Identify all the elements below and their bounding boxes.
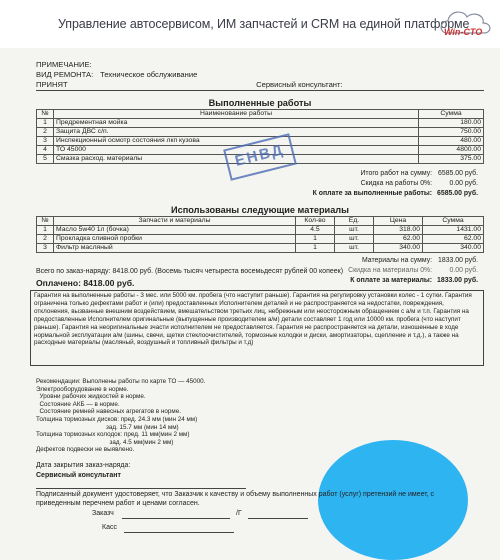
note-row [36, 60, 92, 69]
works-cell: ТО 45000 [54, 146, 419, 155]
works-cell: 1 [37, 119, 54, 128]
materials-pay-label: К оплате за материалы: [350, 277, 433, 284]
customer-signature-line [122, 518, 230, 519]
works-header-name: Наименование работы [54, 110, 419, 119]
materials-cell: 340.00 [374, 244, 423, 253]
materials-subtotal-label: Материалы на сумму: [361, 257, 433, 264]
materials-cell: Прокладка сливной пробки [54, 235, 296, 244]
meta-divider [36, 90, 484, 91]
table-row [37, 128, 484, 137]
paid-amount: Оплачено: 8418.00 руб. [36, 278, 135, 288]
works-cell: 3 [37, 137, 54, 146]
materials-header-name: Запчасти и материалы [54, 217, 296, 226]
materials-table [36, 216, 484, 253]
envd-stamp: ЕНВД [223, 133, 297, 181]
table-row [37, 244, 484, 253]
materials-cell: Фильтр масляный [54, 244, 296, 253]
materials-header-sum: Сумма [423, 217, 484, 226]
repair-type-row [36, 70, 197, 79]
consultant-signature-line [36, 488, 246, 489]
works-subtotal [360, 170, 478, 177]
materials-discount [348, 267, 478, 274]
materials-cell: 2 [37, 235, 54, 244]
works-cell: 2 [37, 128, 54, 137]
works-pay-value: 6585.00 руб. [437, 190, 478, 197]
acceptance-statement: Подписанный документ удостоверяет, что Заказчик к качеству и объему выполненных работ (услуг) претензий не имеет, с приведенным перечнем работ и ценами согласен. [36, 491, 435, 507]
cashier-signature-line [124, 532, 234, 533]
works-header-num: № [37, 110, 54, 119]
materials-header-qty: Кол-во [296, 217, 335, 226]
works-cell: Предрементная мойка [54, 119, 419, 128]
customer-label: Заказч [92, 510, 114, 517]
materials-pay-value: 1833.00 руб. [437, 277, 478, 284]
works-pay-label: К оплате за выполненные работы: [312, 190, 433, 197]
customer-name-line [248, 518, 308, 519]
close-date-label: Дата закрытия заказ-наряда: [36, 462, 131, 469]
works-cell: Защита ДВС с/п. [54, 128, 419, 137]
materials-header-num: № [37, 217, 54, 226]
works-subtotal-label: Итого работ на сумму: [360, 170, 433, 177]
materials-cell: шт. [335, 235, 374, 244]
works-discount [361, 180, 478, 187]
works-discount-label: Скидка на работы 0%: [360, 180, 433, 187]
materials-table-header [37, 217, 484, 226]
works-cell: 4 [37, 146, 54, 155]
works-cell: 4800.00 [419, 146, 484, 155]
table-row [37, 226, 484, 235]
materials-discount-label: Скидка на материалы 0%: [348, 267, 433, 274]
works-discount-value: 0.00 руб. [449, 180, 478, 187]
materials-cell: Масло 5w40 1л (бочка) [54, 226, 296, 235]
works-cell: 5 [37, 155, 54, 164]
works-cell: Инспекционный осмотр состояния лкп кузова [54, 137, 419, 146]
accepted-label: ПРИНЯТ [36, 80, 68, 89]
materials-cell: 62.00 [374, 235, 423, 244]
materials-pay [350, 277, 478, 284]
cashier-label: Касс [102, 524, 117, 531]
works-pay [313, 190, 478, 197]
materials-header-price: Цена [374, 217, 423, 226]
materials-subtotal-value: 1833.00 руб. [438, 257, 478, 264]
works-cell: 180.00 [419, 119, 484, 128]
materials-cell: 4.5 [296, 226, 335, 235]
materials-cell: 1 [37, 226, 54, 235]
works-cell: 375.00 [419, 155, 484, 164]
note-label: ПРИМЕЧАНИЕ: [36, 60, 92, 69]
materials-cell: 3 [37, 244, 54, 253]
logo-text: Win-CTO [444, 27, 483, 37]
works-title: Выполненные работы [208, 98, 312, 108]
works-table-header [37, 110, 484, 119]
guarantee-box: Гарантия на выполненные работы - 3 мес. или 5000 км. пробега (что наступит раньше). Гарантия на регулировку установки колес - 1 сутки. Гарантия ограничена только дефектами работ и (или) предоставленных Исполнителем деталей и не распространяется на недостатки, повреждения, отклонения, вызванные внешним воздействием, вмешательством третьих лиц, небрежным или неосторожным обращением с а/м и т.п. Гарантия на предоставленные Исполнителем оригинальные (выпущенные производителем а/м) детали составляет 1 год или 10000 км. пробега (что наступит раньше). Гарантия на неоригинальные зчасти исполнителем не предоставляется. Гарантия не распространяется на детали, изношенные в ходе нормальной эксплуатации а/м (шины, свечи, щетки стеклоочистителей, тормозные колодки и диски, амортизаторы, сцепление и т.д.), а также на расходные материалы (масляный, воздушный и топливный фильтры и т.д) [30, 290, 484, 366]
recommendations: Рекомендации: Выполнены работы по карте ТО — 45000. Электрооборудование в норме. Уровни рабочих жидкостей в норме. Состояние АКБ — в норме. Состояние ремней навесных агрегатов в норме. Толщина тормозных дисков: пред. 24.3 мм (мин 24 мм) зад. 15.7 мм (мин 14 мм) Толщина тормозных колодок: пред. 11 мм(мин 2 мм) зад. 4.5 мм(мин 2 мм) Дефектов подвески не выявлено. [36, 378, 206, 454]
order-total: Всего по заказ-наряду: 8418.00 руб. (Восемь тысяч четыреста восемьдесят рублей 00 копеек) [36, 268, 344, 275]
materials-cell: шт. [335, 226, 374, 235]
works-cell: 750.00 [419, 128, 484, 137]
materials-cell: 1431.00 [423, 226, 484, 235]
header-title: Управление автосервисом, ИМ запчастей и CRM на единой платформе [58, 17, 470, 31]
materials-cell: 340.00 [423, 244, 484, 253]
works-header-sum: Сумма [419, 110, 484, 119]
materials-cell: 318.00 [374, 226, 423, 235]
cloud-logo-icon [437, 3, 495, 43]
materials-cell: шт. [335, 244, 374, 253]
materials-discount-value: 0.00 руб. [449, 267, 478, 274]
materials-title: Использованы следующие материалы [170, 205, 349, 215]
materials-cell: 1 [296, 244, 335, 253]
repair-type-label: ВИД РЕМОНТА: [36, 70, 94, 79]
table-row [37, 119, 484, 128]
table-row [37, 235, 484, 244]
materials-cell: 62.00 [423, 235, 484, 244]
materials-subtotal [362, 257, 478, 264]
page-header [0, 0, 500, 48]
works-cell: Смазка расход. материалы [54, 155, 419, 164]
consultant-label: Сервисный консультант: [256, 80, 343, 89]
footer-consultant-label: Сервисный консультант [36, 472, 121, 479]
works-subtotal-value: 6585.00 руб. [438, 170, 478, 177]
materials-header-unit: Ед. [335, 217, 374, 226]
slash-separator: /Г [236, 510, 242, 517]
works-cell: 480.00 [419, 137, 484, 146]
repair-type-value: Техническое обслуживание [100, 70, 198, 79]
materials-cell: 1 [296, 235, 335, 244]
accepted-row [36, 80, 343, 89]
